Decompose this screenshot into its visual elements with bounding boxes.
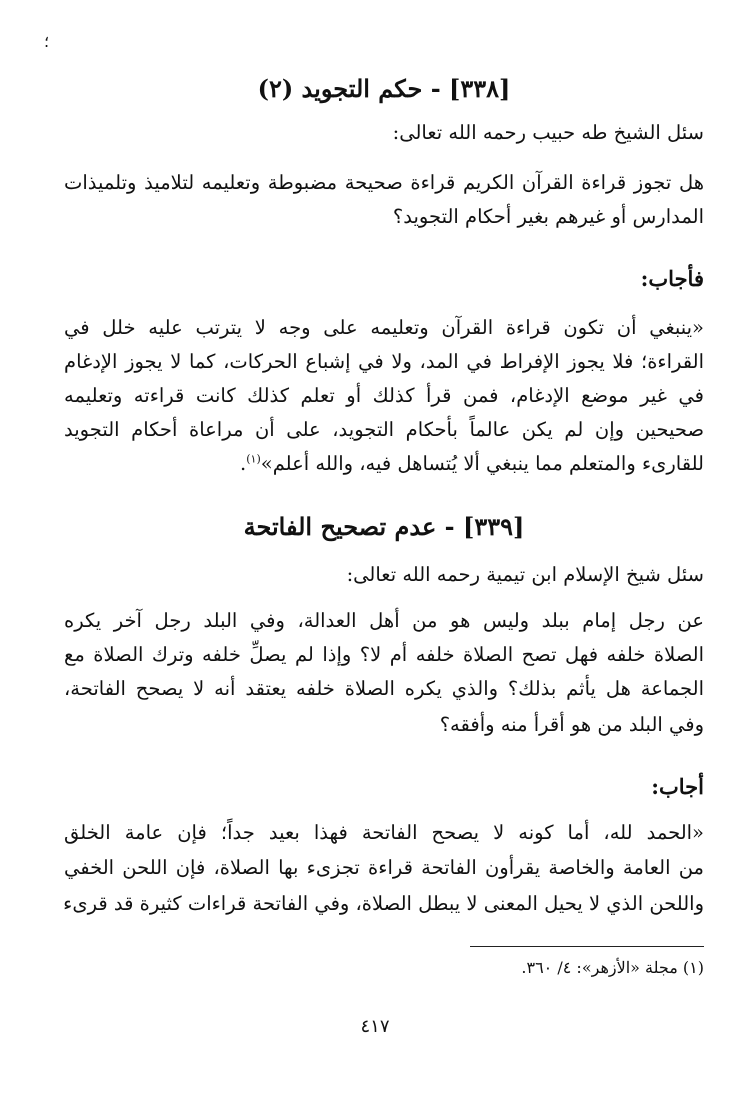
- section-339-asker: سئل شيخ الإسلام ابن تيمية رحمه الله تعالى:: [346, 563, 704, 586]
- section-338-answer-line-4: صحيحين وإن لم يكن عالماً بأحكام التجويد، على أن مراعاة أحكام التجويد: [64, 418, 704, 441]
- footnote-ref-1[interactable]: (١): [246, 452, 261, 466]
- page-number: ٤١٧: [360, 1016, 390, 1037]
- section-338-answer-line-5: [64, 449, 704, 479]
- section-339-question-line-3: الجماعة هل يأثم بذلك؟ والذي يكره الصلاة خلفه يعتقد أنه لا يصحح الفاتحة،: [64, 677, 704, 700]
- footnote-divider: [470, 946, 704, 947]
- section-338-answer-label: فأجاب:: [640, 266, 704, 291]
- corner-mark: ؛: [44, 32, 50, 51]
- section-339-question-line-4: وفي البلد من هو أقرأ منه وأفقه؟: [439, 713, 704, 736]
- section-338-answer-line-2: القراءة؛ فلا يجوز الإفراط في المد، ولا في إشباع الحركات، كما لا يجوز الإدغام: [64, 350, 704, 373]
- section-339-answer-label: أجاب:: [651, 774, 704, 799]
- section-339-answer-line-1: «الحمد لله، أما كونه لا يصحح الفاتحة فهذا بعيد جداً؛ فإن عامة الخلق: [64, 821, 704, 844]
- section-338-answer-line-3: في غير موضع الإدغام، فمن قرأ كذلك أو تعلم كذلك كانت قراءته وتعليمه: [64, 384, 704, 407]
- section-338-heading: [٣٣٨] - حكم التجويد (٢): [257, 74, 511, 103]
- section-338-answer-line-1: «ينبغي أن تكون قراءة القرآن وتعليمه على وجه لا يترتب عليه خلل في: [64, 316, 704, 339]
- section-338-asker: سئل الشيخ طه حبيب رحمه الله تعالى:: [392, 121, 704, 144]
- section-338-answer-line-5-text: للقارىء والمتعلم مما ينبغي ألا يُتساهل فيه، والله أعلم»: [260, 452, 704, 475]
- section-339-answer-line-2: من العامة والخاصة يقرأون الفاتحة قراءة تجزىء بها الصلاة، فإن اللحن الخفي: [64, 856, 704, 879]
- footnote-1: (١) مجلة «الأزهر»: ٤/ ٣٦٠.: [521, 958, 704, 977]
- section-338-question-line-2: المدارس أو غيرهم بغير أحكام التجويد؟: [392, 205, 704, 228]
- section-339-heading: [٣٣٩] - عدم تصحيح الفاتحة: [243, 512, 525, 541]
- section-339-question-line-1: عن رجل إمام ببلد وليس هو من أهل العدالة، وفي البلد رجل آخر يكره: [64, 609, 704, 632]
- section-339-question-line-2: الصلاة خلفه فهل تصح الصلاة خلفه أم لا؟ وإذا لم يصلِّ خلفه وترك الصلاة مع: [64, 643, 704, 666]
- section-338-answer-end: .: [240, 452, 247, 475]
- section-338-question-line-1: هل تجوز قراءة القرآن الكريم قراءة صحيحة مضبوطة وتعليمه لتلاميذ وتلميذات: [64, 171, 704, 194]
- section-339-answer-line-3: واللحن الذي لا يحيل المعنى لا يبطل الصلاة، وفي الفاتحة قراءات كثيرة قد قرىء: [63, 892, 704, 915]
